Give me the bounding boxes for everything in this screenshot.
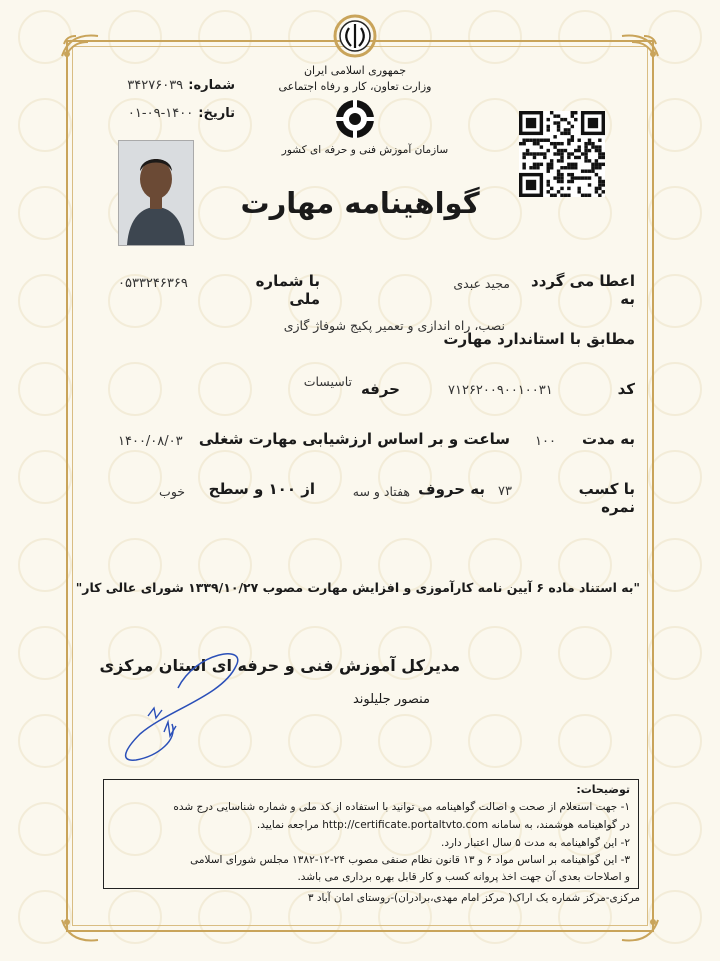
note-line-2: در گواهینامه هوشمند، به سامانه http://certificate.portaltvto.com مراجعه نمایید. bbox=[256, 819, 630, 831]
words-label: به حروف bbox=[418, 480, 485, 498]
watermark-emblem bbox=[18, 450, 72, 504]
legal-basis: "به استناد ماده ۶ آیین نامه کارآموزی و افزایش مهارت مصوب ۱۳۳۹/۱۰/۲۷ شورای عالی کار" bbox=[75, 580, 640, 595]
tvto-logo-icon bbox=[334, 98, 376, 140]
watermark-emblem bbox=[648, 98, 702, 152]
holder-photo-figure bbox=[119, 141, 193, 245]
code-value: ۷۱۲۶۲۰۰۹۰۰۱۰۰۳۱ bbox=[448, 383, 553, 398]
iran-emblem-icon bbox=[333, 14, 377, 58]
watermark-emblem bbox=[18, 714, 72, 768]
watermark-emblem bbox=[18, 362, 72, 416]
score-label: با کسب نمره bbox=[578, 480, 635, 516]
watermark-emblem bbox=[18, 274, 72, 328]
note-line-1: ۱- جهت استعلام از صحت و اصالت گواهینامه می توانید با استفاده از کد ملی و شماره شناسایی درج شده bbox=[173, 801, 630, 813]
trade-value: تاسیسات bbox=[303, 374, 352, 389]
watermark-emblem bbox=[648, 362, 702, 416]
level-value: خوب bbox=[159, 484, 185, 499]
note-line-5: و اصلاحات بعدی آن جهت اخذ پروانه کسب و کار قابل بهره برداری می باشد. bbox=[297, 871, 630, 883]
duration-value: ۱۰۰ bbox=[535, 434, 556, 449]
watermark-emblem bbox=[18, 186, 72, 240]
certificate-number bbox=[100, 74, 235, 93]
level-label: از ۱۰۰ و سطح bbox=[208, 480, 315, 498]
watermark-emblem bbox=[648, 802, 702, 856]
watermark-emblem bbox=[648, 714, 702, 768]
watermark-emblem bbox=[648, 538, 702, 592]
trade-label: حرفه bbox=[360, 380, 400, 398]
holder-photo bbox=[118, 140, 194, 246]
corner-ornament-bottom-left bbox=[58, 916, 102, 946]
ministry-name: وزارت تعاون، کار و رفاه اجتماعی bbox=[278, 80, 432, 93]
words-value: هفتاد و سه bbox=[352, 484, 410, 499]
watermark-emblem bbox=[18, 538, 72, 592]
note-line-3: ۲- این گواهینامه به مدت ۵ سال اعتبار دارد. bbox=[441, 837, 630, 849]
corner-ornament-top-left bbox=[58, 30, 102, 60]
signatory-name: منصور جلیلوند bbox=[352, 692, 430, 707]
duration-label: به مدت bbox=[582, 430, 635, 448]
republic-name: جمهوری اسلامی ایران bbox=[303, 64, 407, 77]
national-id-value: ۰۵۳۳۲۴۶۳۶۹ bbox=[118, 276, 188, 291]
organization-name: سازمان آموزش فنی و حرفه ای کشور bbox=[281, 144, 449, 156]
qr-code-icon bbox=[519, 111, 605, 197]
standard-value: نصب، راه اندازی و تعمیر پکیج شوفاژ گازی bbox=[283, 318, 505, 333]
footer-address: مرکزی-مرکز شماره یک اراک( مرکز امام مهدی،برادران)-روستای امان آباد ۳ bbox=[307, 892, 640, 904]
date-value: ۱۴۰۰-۰۹-۰۱ bbox=[127, 106, 194, 121]
holder-name: مجید عبدی bbox=[453, 276, 510, 291]
certificate-date bbox=[100, 102, 235, 121]
corner-ornament-top-right bbox=[618, 30, 662, 60]
watermark-emblem bbox=[648, 626, 702, 680]
national-id-label: با شماره ملی bbox=[255, 272, 320, 308]
watermark-emblem bbox=[18, 802, 72, 856]
date-label: تاریخ: bbox=[198, 106, 235, 121]
note-line-4: ۳- این گواهینامه بر اساس مواد ۶ و ۱۳ قانون نظام صنفی مصوب ۲۴-۱۲-۱۳۸۲ مجلس شورای اسلامی bbox=[190, 854, 630, 866]
watermark-emblem bbox=[18, 98, 72, 152]
granted-label: اعطا می گردد به bbox=[531, 272, 635, 308]
watermark-emblem bbox=[648, 186, 702, 240]
watermark-emblem bbox=[18, 626, 72, 680]
code-label: کد bbox=[617, 380, 635, 398]
assessment-date: ۱۴۰۰/۰۸/۰۳ bbox=[118, 434, 183, 449]
certificate-title: گواهینامه مهارت bbox=[240, 186, 480, 220]
score-value: ۷۳ bbox=[498, 484, 512, 499]
assessment-label: ساعت و بر اساس ارزشیابی مهارت شغلی bbox=[198, 430, 510, 448]
standard-label: مطابق با استاندارد مهارت bbox=[443, 330, 635, 348]
notes-box bbox=[103, 779, 639, 889]
watermark-emblem bbox=[648, 450, 702, 504]
watermark-emblem bbox=[648, 274, 702, 328]
handwritten-signature bbox=[108, 638, 248, 766]
corner-ornament-bottom-right bbox=[618, 916, 662, 946]
notes-heading: توضیحات: bbox=[576, 783, 630, 796]
signatory-title: مدیرکل آموزش فنی و حرفه ای استان مرکزی bbox=[99, 656, 460, 675]
number-label: شماره: bbox=[188, 78, 235, 93]
number-value: ۳۴۲۷۶۰۳۹ bbox=[127, 78, 184, 93]
